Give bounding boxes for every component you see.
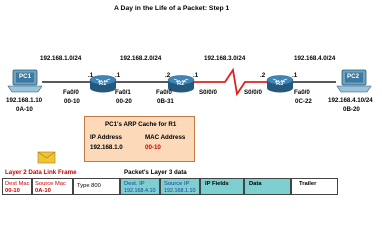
arp-ip-value: 192.168.1.0 — [90, 144, 123, 151]
r2-s0-host: .1 — [193, 72, 199, 79]
network-label-4: 192.168.4.0/24 — [294, 55, 336, 62]
r1-fa0-mac: 00-10 — [64, 98, 80, 105]
arp-cache-box — [84, 116, 195, 162]
packet-data-cell — [244, 178, 291, 195]
packet-ip-fields-cell — [200, 178, 244, 195]
r2-fa0-mac: 0B-31 — [157, 98, 174, 105]
r1-fa0-if: Fa0/0 — [63, 89, 79, 96]
r1-label: R1 — [99, 81, 107, 87]
frame-type-label: Type 800 — [77, 183, 101, 189]
r2-s0-if: S0/0/0 — [199, 89, 217, 96]
frame-src-mac-cell — [32, 178, 73, 195]
frame-dest-mac-label: Dest Mac — [5, 181, 30, 187]
r3-label: R3 — [276, 81, 284, 87]
frame-type-cell — [73, 178, 120, 195]
l2-frame-title: Layer 2 Data Link Frame — [5, 169, 77, 176]
arp-cache-title: PC1's ARP Cache for R1 — [105, 121, 177, 128]
network-label-1: 192.168.1.0/24 — [40, 55, 82, 62]
pc1-mac: 0A-10 — [16, 106, 33, 113]
pc1-label: PC1 — [19, 73, 32, 80]
packet-src-ip-cell — [160, 178, 200, 195]
pc2-mac: 0B-20 — [343, 106, 360, 113]
pc2-label: PC2 — [347, 73, 360, 80]
pc2-ip: 192.168.4.10/24 — [328, 97, 373, 104]
arp-col-mac: MAC Address — [145, 134, 186, 141]
page-title: A Day in the Life of a Packet: Step 1 — [114, 5, 230, 12]
pc1-ip: 192.168.1.10 — [6, 97, 43, 104]
packet-ip-fields-label: IP Fields — [205, 181, 229, 187]
network-label-3: 192.168.3.0/24 — [204, 55, 246, 62]
r1-fa1-mac: 00-20 — [116, 98, 132, 105]
frame-src-mac-value: 0A-10 — [35, 188, 51, 194]
r3-fa0-if: Fa0/0 — [294, 89, 310, 96]
r2-label: R2 — [177, 81, 185, 87]
arp-mac-value: 00-10 — [145, 144, 161, 151]
network-label-2: 192.168.2.0/24 — [120, 55, 162, 62]
r3-fa0-mac: 0C-22 — [295, 98, 312, 105]
packet-src-ip-label: Source IP — [164, 181, 190, 187]
envelope-icon — [38, 152, 55, 163]
r1-fa1-host: .1 — [115, 72, 121, 79]
frame-dest-mac-value: 00-10 — [5, 188, 20, 194]
packet-src-ip-value: 192.168.1.10 — [164, 188, 196, 194]
r1-fa1-if: Fa0/1 — [115, 89, 131, 96]
packet-data-label: Data — [249, 181, 262, 187]
frame-src-mac-label: Source Mac — [35, 181, 66, 187]
frame-trailer-label: Trailer — [299, 181, 317, 187]
l3-data-title: Packet's Layer 3 data — [124, 169, 187, 176]
r3-s0-host: .2 — [260, 72, 266, 79]
frame-trailer-cell — [291, 178, 338, 195]
r3-fa0-host: .1 — [292, 72, 298, 79]
r3-s0-if: S0/0/0 — [244, 89, 262, 96]
packet-dest-ip-cell — [120, 178, 160, 195]
r2-fa0-host: .2 — [165, 72, 171, 79]
packet-dest-ip-label: Dest. IP — [124, 181, 145, 187]
frame-dest-mac-cell — [2, 178, 32, 195]
arp-col-ip: IP Address — [90, 134, 122, 141]
r2-fa0-if: Fa0/0 — [156, 89, 172, 96]
r1-fa0-host: .1 — [88, 72, 94, 79]
packet-dest-ip-value: 192.168.4.10 — [124, 188, 156, 194]
